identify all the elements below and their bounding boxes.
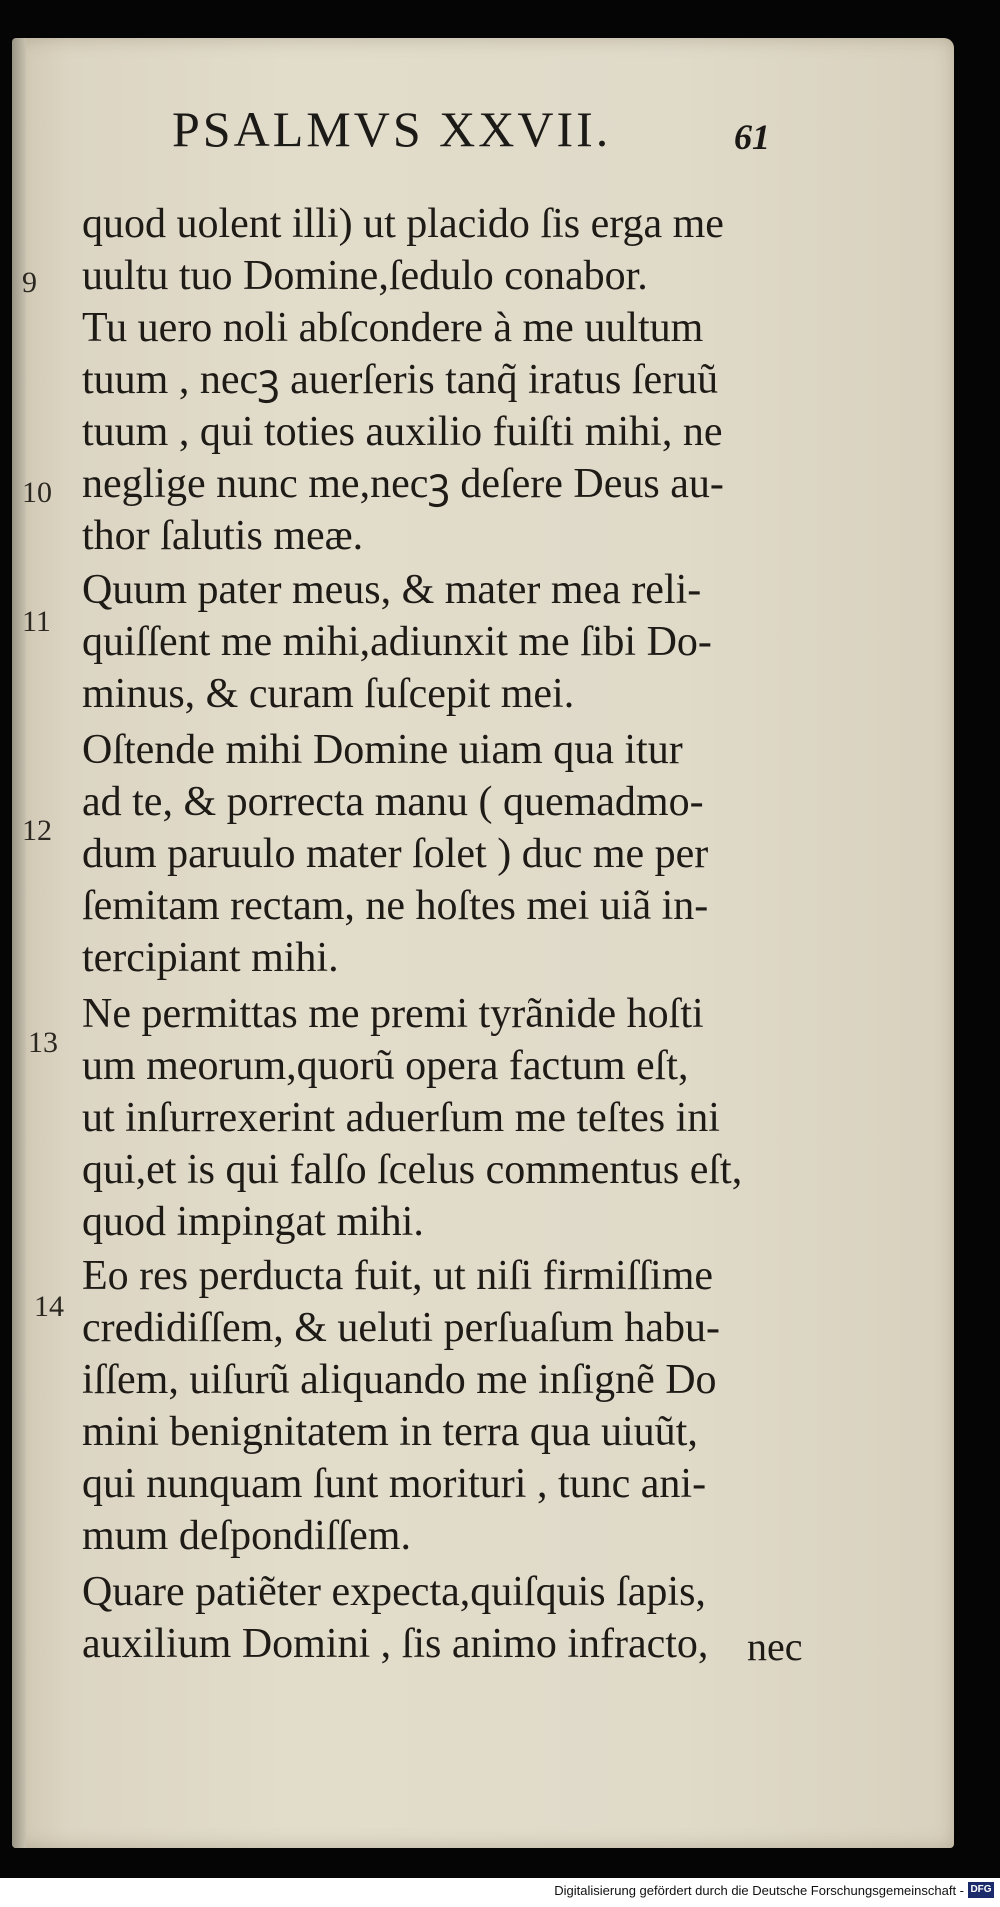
text-line: mum deſpondiſſem.: [82, 1513, 411, 1559]
catchword: nec: [747, 1624, 803, 1669]
verse-number-14: 14: [34, 1290, 64, 1323]
text-line: Oſtende mihi Domine uiam qua itur: [82, 727, 683, 773]
dfg-logo: DFG: [968, 1882, 994, 1898]
text-line: um meorum,quorũ opera factum eſt,: [82, 1043, 689, 1089]
text-line: ad te, & porrecta manu ( quemadmo-: [82, 779, 704, 825]
verse-number-10: 10: [22, 476, 52, 509]
text-line: tercipiant mihi.: [82, 935, 339, 981]
verse-number-13: 13: [28, 1026, 58, 1059]
text-line: iſſem, uiſurũ aliquando me inſignẽ Do: [82, 1357, 717, 1403]
verse-number-11: 11: [22, 605, 51, 638]
text-line: ſemitam rectam, ne hoſtes mei uiã in-: [82, 883, 709, 929]
text-line: auxilium Domini , ſis animo infracto,: [82, 1621, 709, 1667]
text-line: quod impingat mihi.: [82, 1199, 424, 1245]
text-line: thor ſalutis meæ.: [82, 513, 364, 559]
text-line: Quare patiẽter expecta,quiſquis ſapis,: [82, 1569, 706, 1615]
text-line: Quum pater meus, & mater mea reli-: [82, 567, 702, 613]
text-line: credidiſſem, & ueluti perſuaſum habu-: [82, 1305, 720, 1351]
text-line: dum paruulo mater ſolet ) duc me per: [82, 831, 709, 877]
page-number: 61: [734, 117, 770, 157]
text-line: tuum , qui toties auxilio fuiſti mihi, ne: [82, 409, 723, 455]
text-line: uultu tuo Domine,ſedulo conabor.: [82, 253, 648, 299]
text-line: tuum , necꝫ auerſeris tanq̃ iratus ſeruũ: [82, 357, 719, 403]
text-line: Tu uero noli abſcondere à me uultum: [82, 305, 704, 351]
text-line: minus, & curam ſuſcepit mei.: [82, 671, 575, 717]
verse-number-9: 9: [22, 266, 37, 299]
verse-number-12: 12: [22, 814, 52, 847]
text-line: qui,et is qui falſo ſcelus commentus eſt,: [82, 1147, 743, 1193]
text-line: Eo res perducta fuit, ut niſi firmiſſime: [82, 1253, 714, 1299]
funding-credit: Digitalisierung gefördert durch die Deutsche Forschungsgemeinschaft -: [554, 1883, 964, 1898]
text-line: qui nunquam ſunt morituri , tunc ani-: [82, 1461, 707, 1507]
text-line: quod uolent illi) ut placido ſis erga me: [82, 201, 724, 247]
text-line: ut inſurrexerint aduerſum me teſtes ini: [82, 1095, 720, 1141]
page-spine-edge: [12, 38, 26, 1848]
text-line: Ne permittas me premi tyrãnide hoſti: [82, 991, 704, 1037]
text-line: neglige nunc me,necꝫ deſere Deus au-: [82, 461, 724, 507]
book-page: [12, 38, 954, 1848]
text-line: mini benignitatem in terra qua uiuũt,: [82, 1409, 698, 1455]
running-header: PSALMVS XXVII.: [172, 101, 612, 157]
digitization-footer: [0, 1878, 1000, 1907]
text-line: quiſſent me mihi,adiunxit me ſibi Do-: [82, 619, 712, 665]
